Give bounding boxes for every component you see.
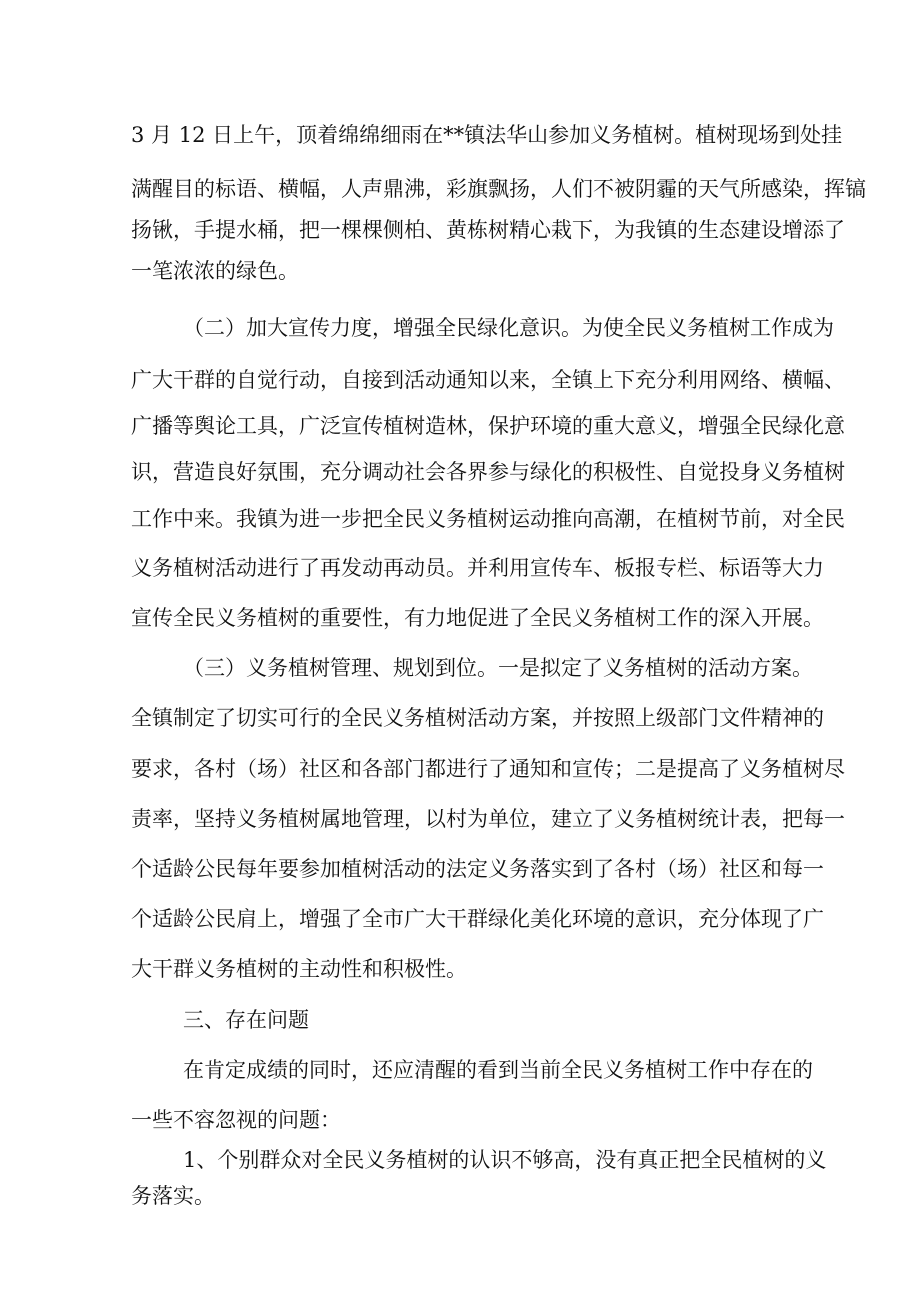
paragraph-line: 扬锹，手提水桶，把一棵棵侧柏、黄栋树精心栽下，为我镇的生态建设增添了: [131, 218, 845, 242]
paragraph-line: 宣传全民义务植树的重要性，有力地促进了全民义务植树工作的深入开展。: [131, 606, 824, 630]
paragraph-line: 在肯定成绩的同时，还应清醒的看到当前全民义务植树工作中存在的: [183, 1058, 813, 1082]
paragraph-line: 一些不容忽视的问题：: [131, 1108, 341, 1132]
paragraph-line: 义务植树活动进行了再发动再动员。并利用宣传车、板报专栏、标语等大力: [131, 556, 824, 580]
paragraph-line: 3 月 12 日上午，顶着绵绵细雨在**镇法华山参加义务植树。植树现场到处挂: [131, 123, 843, 147]
paragraph-line: （二）加大宣传力度，增强全民绿化意识。为使全民义务植树工作成为: [183, 316, 834, 340]
paragraph-line: 一笔浓浓的绿色。: [131, 259, 299, 283]
paragraph-line: 工作中来。我镇为进一步把全民义务植树运动推向高潮，在植树节前，对全民: [131, 507, 845, 531]
paragraph-line: 大干群义务植树的主动性和积极性。: [131, 957, 467, 981]
paragraph-line: （三）义务植树管理、规划到位。一是拟定了义务植树的活动方案。: [183, 656, 813, 680]
paragraph-line: 满醒目的标语、横幅，人声鼎沸，彩旗飘扬，人们不被阴霾的天气所感染，挥镐: [131, 177, 866, 201]
paragraph-line: 要求，各村（场）社区和各部门都进行了通知和宣传；二是提高了义务植树尽: [131, 757, 845, 781]
paragraph-line: 全镇制定了切实可行的全民义务植树活动方案，并按照上级部门文件精神的: [131, 706, 824, 730]
paragraph-line: 识，营造良好氛围，充分调动社会各界参与绿化的积极性、自觉投身义务植树: [131, 460, 845, 484]
paragraph-line: 个适龄公民肩上，增强了全市广大干群绿化美化环境的意识，充分体现了广: [131, 907, 824, 931]
paragraph-line: 责率，坚持义务植树属地管理，以村为单位，建立了义务植树统计表，把每一: [131, 807, 845, 831]
paragraph-line: 广大干群的自觉行动，自接到活动通知以来，全镇上下充分利用网络、横幅、: [131, 368, 845, 392]
list-item-line: 1、个别群众对全民义务植树的认识不够高，没有真正把全民植树的义: [183, 1148, 827, 1172]
section-heading: 三、存在问题: [183, 1008, 309, 1032]
paragraph-line: 广播等舆论工具，广泛宣传植树造林，保护环境的重大意义，增强全民绿化意: [131, 414, 845, 438]
paragraph-line: 个适龄公民每年要参加植树活动的法定义务落实到了各村（场）社区和每一: [131, 857, 824, 881]
list-item-line: 务落实。: [131, 1184, 215, 1208]
